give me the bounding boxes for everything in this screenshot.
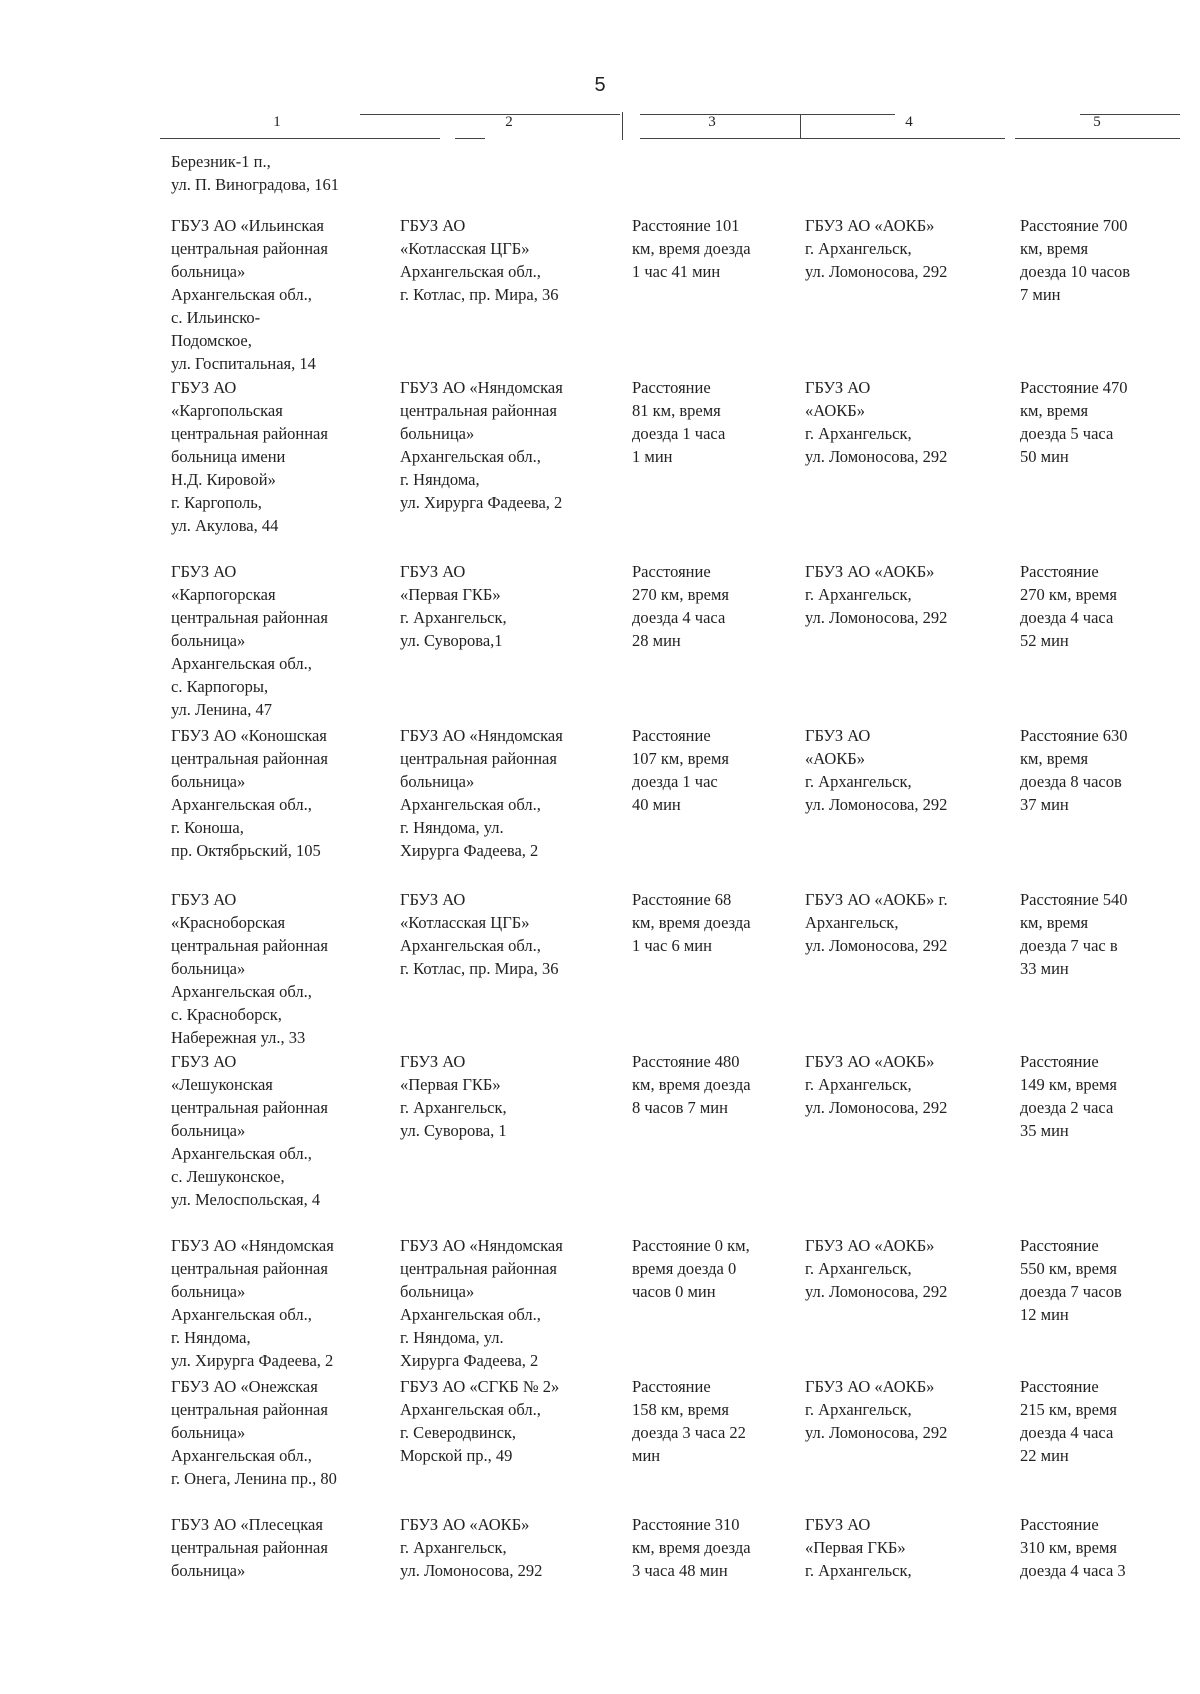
cell-first-distance: Расстояние 68 км, время доезда 1 час 6 мин [632,890,751,955]
cell-first-distance: Расстояние 480 км, время доезда 8 часов 7 мин [632,1052,751,1117]
cell-origin-hospital: ГБУЗ АО «Няндомская центральная районная больница» Архангельская обл., г. Няндома, ул. Хирурга Фадеева, 2 [171,1236,334,1370]
header-rule [640,138,1005,139]
cell-second-destination: ГБУЗ АО «АОКБ» г. Архангельск, ул. Ломоносова, 292 [805,726,948,814]
cell-second-destination: ГБУЗ АО «АОКБ» г. Архангельск, ул. Ломоносова, 292 [805,1236,948,1301]
cell-origin-hospital: ГБУЗ АО «Онежская центральная районная больница» Архангельская обл., г. Онега, Ленина пр., 80 [171,1377,337,1488]
cell-second-destination: ГБУЗ АО «Первая ГКБ» г. Архангельск, [805,1515,912,1580]
cell-second-distance: Расстояние 310 км, время доезда 4 часа 3 [1020,1515,1126,1580]
cell-origin-hospital: ГБУЗ АО «Карпогорская центральная районная больница» Архангельская обл., с. Карпогоры, ул. Ленина, 47 [171,562,328,719]
cell-origin-hospital: ГБУЗ АО «Красноборская центральная районная больница» Архангельская обл., с. Красноборск, Набережная ул., 33 [171,890,328,1047]
cell-second-distance: Расстояние 630 км, время доезда 8 часов 37 мин [1020,726,1128,814]
cell-first-distance: Расстояние 0 км, время доезда 0 часов 0 мин [632,1236,750,1301]
cell-second-distance: Расстояние 149 км, время доезда 2 часа 35 мин [1020,1052,1117,1140]
cell-first-distance: Расстояние 101 км, время доезда 1 час 41 мин [632,216,751,281]
cell-second-destination: ГБУЗ АО «АОКБ» г. Архангельск, ул. Ломоносова, 292 [805,562,948,627]
cell-origin-hospital: ГБУЗ АО «Ильинская центральная районная больница» Архангельская обл., с. Ильинско- Подомское, ул. Госпитальная, 14 [171,216,328,373]
page-number: 5 [594,74,606,96]
header-rule [1015,138,1180,139]
cell-first-distance: Расстояние 81 км, время доезда 1 часа 1 мин [632,378,726,466]
column-header-1: 1 [273,114,281,130]
header-divider [800,114,801,138]
cell-first-destination: ГБУЗ АО «Первая ГКБ» г. Архангельск, ул. Суворова, 1 [400,1052,507,1140]
cell-origin-hospital: Березник-1 п., ул. П. Виноградова, 161 [171,152,339,194]
column-header-2: 2 [505,114,513,130]
column-header-3: 3 [708,114,716,130]
header-rule [360,114,620,115]
cell-first-distance: Расстояние 310 км, время доезда 3 часа 48 мин [632,1515,751,1580]
cell-second-distance: Расстояние 470 км, время доезда 5 часа 50 мин [1020,378,1128,466]
header-divider [622,112,623,140]
cell-first-destination: ГБУЗ АО «Котласская ЦГБ» Архангельская обл., г. Котлас, пр. Мира, 36 [400,216,559,304]
cell-second-destination: ГБУЗ АО «АОКБ» г. Архангельск, ул. Ломоносова, 292 [805,216,948,281]
cell-first-destination: ГБУЗ АО «СГКБ № 2» Архангельская обл., г. Северодвинск, Морской пр., 49 [400,1377,560,1465]
cell-second-destination: ГБУЗ АО «АОКБ» г. Архангельск, ул. Ломоносова, 292 [805,1052,948,1117]
cell-origin-hospital: ГБУЗ АО «Каргопольская центральная районная больница имени Н.Д. Кировой» г. Каргополь, ул. Акулова, 44 [171,378,328,535]
cell-second-destination: ГБУЗ АО «АОКБ» г. Архангельск, ул. Ломоносова, 292 [805,890,948,955]
cell-first-distance: Расстояние 158 км, время доезда 3 часа 22 мин [632,1377,746,1465]
cell-first-destination: ГБУЗ АО «Няндомская центральная районная больница» Архангельская обл., г. Няндома, ул. Хирурга Фадеева, 2 [400,1236,563,1370]
cell-first-destination: ГБУЗ АО «АОКБ» г. Архангельск, ул. Ломоносова, 292 [400,1515,543,1580]
cell-first-distance: Расстояние 270 км, время доезда 4 часа 28 мин [632,562,729,650]
cell-first-destination: ГБУЗ АО «Котласская ЦГБ» Архангельская обл., г. Котлас, пр. Мира, 36 [400,890,559,978]
cell-first-destination: ГБУЗ АО «Няндомская центральная районная больница» Архангельская обл., г. Няндома, ул. Хирурга Фадеева, 2 [400,378,563,512]
cell-origin-hospital: ГБУЗ АО «Плесецкая центральная районная больница» [171,1515,328,1580]
cell-origin-hospital: ГБУЗ АО «Коношская центральная районная больница» Архангельская обл., г. Коноша, пр. Октябрьский, 105 [171,726,328,860]
cell-second-distance: Расстояние 550 км, время доезда 7 часов 12 мин [1020,1236,1122,1324]
cell-second-destination: ГБУЗ АО «АОКБ» г. Архангельск, ул. Ломоносова, 292 [805,378,948,466]
header-rule [640,114,895,115]
cell-second-distance: Расстояние 540 км, время доезда 7 час в 33 мин [1020,890,1128,978]
cell-first-distance: Расстояние 107 км, время доезда 1 час 40 мин [632,726,729,814]
cell-second-distance: Расстояние 270 км, время доезда 4 часа 52 мин [1020,562,1117,650]
cell-second-distance: Расстояние 215 км, время доезда 4 часа 22 мин [1020,1377,1117,1465]
cell-first-destination: ГБУЗ АО «Няндомская центральная районная больница» Архангельская обл., г. Няндома, ул. Хирурга Фадеева, 2 [400,726,563,860]
table-header [0,110,1200,146]
cell-origin-hospital: ГБУЗ АО «Лешуконская центральная районная больница» Архангельская обл., с. Лешуконское, ул. Мелоспольская, 4 [171,1052,328,1209]
cell-second-destination: ГБУЗ АО «АОКБ» г. Архангельск, ул. Ломоносова, 292 [805,1377,948,1442]
column-header-4: 4 [905,114,913,130]
cell-first-destination: ГБУЗ АО «Первая ГКБ» г. Архангельск, ул. Суворова,1 [400,562,507,650]
column-header-5: 5 [1093,114,1101,130]
cell-second-distance: Расстояние 700 км, время доезда 10 часов 7 мин [1020,216,1131,304]
header-rule [160,138,440,139]
header-rule [455,138,485,139]
